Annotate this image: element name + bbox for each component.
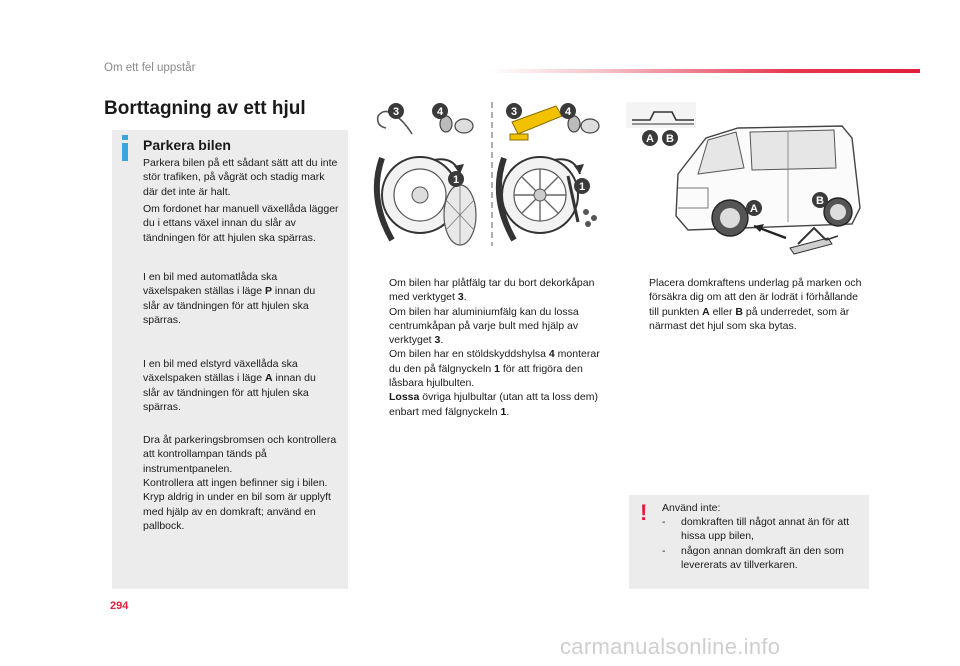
badge-3-left: 3 [392, 106, 400, 118]
jack-placement-steps [630, 276, 866, 333]
info-paragraph-6: Kontrollera att ingen befinner sig i bilen. Kryp aldrig in under en bil som är upplyft med hjälp av en domkraft; använd en pallbock. [143, 477, 331, 532]
page-title: Borttagning av ett hjul [104, 98, 306, 119]
section-header: Om ett fel uppstår [104, 62, 196, 74]
badge-B-van: B [816, 195, 824, 207]
list-item: Om bilen har aluminiumfälg kan du lossa centrumkåpan på varje bult med hjälp av verktyget 3. [389, 305, 579, 347]
badge-B-inset: B [666, 133, 674, 145]
list-item: Om bilen har plåtfälg tar du bort dekorkåpan med verktyget 3. [389, 277, 595, 304]
list-item: Placera domkraftens underlag på marken och försäkra dig om att den är lodrät i förhållande till punkten A eller B på underredet, som är närmast det hjul som ska bytas. [649, 277, 862, 332]
info-paragraph-2: Om fordonet har manuell växellåda lägger du i ettans växel innan du slår av tändningen för att hjulen ska spärras. [143, 203, 339, 244]
info-icon [116, 135, 134, 161]
page-number: 294 [110, 600, 129, 612]
van-jack-illustration [620, 98, 870, 258]
info-box-heading: Parkera bilen [143, 137, 231, 153]
list-item: Om bilen har en stöldskyddshylsa 4 monterar du den på fälgnyckeln 1 för att frigöra den låsbara hjulbulten. [389, 348, 600, 390]
badge-1-left: 1 [452, 174, 460, 186]
info-paragraph-4: I en bil med elstyrd växellåda ska växelspaken ställas i läge A innan du slår av tändningen för att hjulen ska spärras. [143, 358, 316, 413]
wheel-removal-steps [370, 276, 602, 419]
anti-theft-socket-icon [440, 116, 473, 133]
wheel-tools-illustration [372, 100, 612, 250]
warning-item-2: - någon annan domkraft än den som levererats av tillverkaren. [662, 545, 844, 572]
jack-icon [790, 228, 838, 254]
info-paragraph-3: I en bil med automatlåda ska växelspaken ställas i läge P innan du slår av tändningen för att hjulen ska spärras. [143, 271, 316, 326]
warning-icon: ! [640, 500, 648, 525]
badge-1-right: 1 [578, 181, 586, 193]
badge-A-inset: A [646, 133, 654, 145]
badge-4-right: 4 [564, 106, 572, 118]
badge-3-right: 3 [510, 106, 518, 118]
warning-heading: Använd inte: [662, 502, 721, 514]
watermark: carmanualsonline.info [560, 634, 781, 659]
warning-item-1: - domkraften till något annat än för att hissa upp bilen, [662, 516, 850, 543]
header-accent-line [490, 69, 920, 73]
badge-4-left: 4 [436, 106, 444, 118]
list-item: Lossa övriga hjulbultar (utan att ta loss dem) enbart med fälgnyckeln 1. [389, 391, 598, 418]
info-paragraph-5: Dra åt parkeringsbromsen och kontrollera att kontrollampan tänds på instrumentpanelen. [143, 434, 337, 475]
info-paragraph-1: Parkera bilen på ett sådant sätt att du inte stör trafiken, på vågrät och stadig mark där det inte är halt. [143, 157, 338, 198]
badge-A-van: A [750, 203, 758, 215]
